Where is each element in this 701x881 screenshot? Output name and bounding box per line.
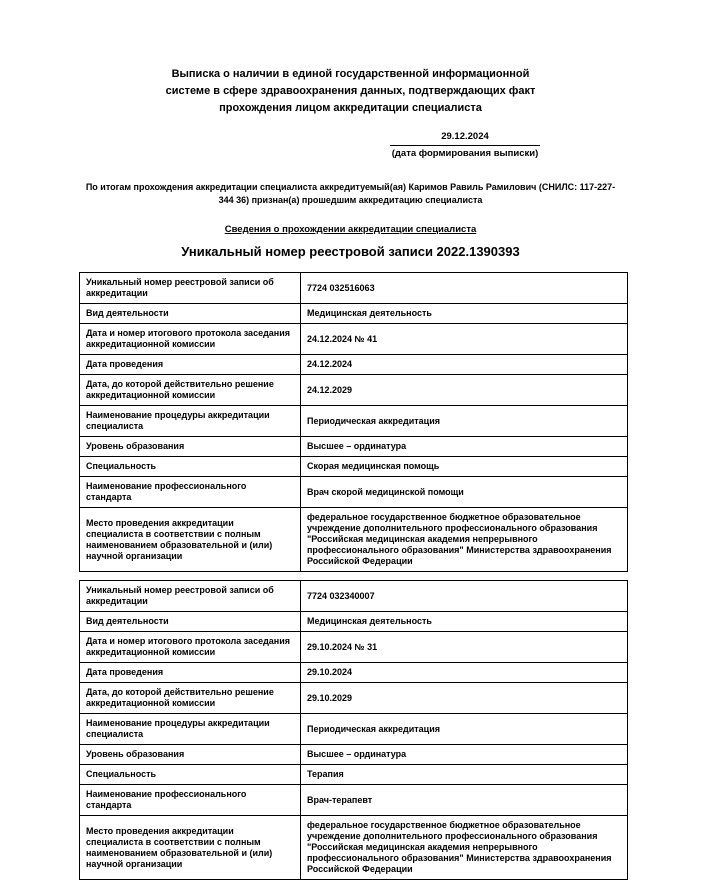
row-value: 7724 032516063 bbox=[301, 273, 628, 304]
table-row bbox=[80, 663, 628, 683]
row-label: Вид деятельности bbox=[80, 304, 301, 324]
row-label: Вид деятельности bbox=[80, 612, 301, 632]
intro-paragraph bbox=[0, 181, 701, 207]
row-value: 29.10.2029 bbox=[301, 683, 628, 714]
row-label: Дата проведения bbox=[80, 355, 301, 375]
row-value: федеральное государственное бюджетное образовательное учреждение дополнительного профессионального образования "Российская медицинская академия непрерывного профессионального образования" Министерства здравоохранения Российской Федерации bbox=[301, 816, 628, 880]
row-label: Наименование профессионального стандарта bbox=[80, 785, 301, 816]
row-label: Наименование профессионального стандарта bbox=[80, 477, 301, 508]
row-value: Периодическая аккредитация bbox=[301, 406, 628, 437]
table-row bbox=[80, 508, 628, 572]
extract-date-block bbox=[390, 131, 540, 160]
table-row bbox=[80, 457, 628, 477]
document-title-line: системе в сфере здравоохранения данных, подтверждающих факт bbox=[165, 85, 536, 97]
row-value: 24.12.2024 bbox=[301, 355, 628, 375]
row-value: Высшее – ординатура bbox=[301, 745, 628, 765]
row-label: Уникальный номер реестровой записи об аккредитации bbox=[80, 273, 301, 304]
row-label: Дата и номер итогового протокола заседания аккредитационной комиссии bbox=[80, 632, 301, 663]
row-label: Дата, до которой действительно решение аккредитационной комиссии bbox=[80, 375, 301, 406]
row-label: Уровень образования bbox=[80, 437, 301, 457]
row-value: Медицинская деятельность bbox=[301, 304, 628, 324]
table-row bbox=[80, 612, 628, 632]
row-label: Дата, до которой действительно решение аккредитационной комиссии bbox=[80, 683, 301, 714]
row-value: Врач скорой медицинской помощи bbox=[301, 477, 628, 508]
row-value: 29.10.2024 bbox=[301, 663, 628, 683]
table-row bbox=[80, 683, 628, 714]
row-value: Терапия bbox=[301, 765, 628, 785]
intro-line: По итогам прохождения аккредитации специалиста аккредитуемый(ая) Каримов Равиль Рамилович (СНИЛС: 117-227- bbox=[85, 182, 616, 192]
row-label: Уровень образования bbox=[80, 745, 301, 765]
row-label: Специальность bbox=[80, 457, 301, 477]
row-label: Специальность bbox=[80, 765, 301, 785]
table-row bbox=[80, 324, 628, 355]
accreditation-record-table-2 bbox=[79, 580, 628, 880]
row-value: 24.12.2024 № 41 bbox=[301, 324, 628, 355]
row-value: 29.10.2024 № 31 bbox=[301, 632, 628, 663]
table-row bbox=[80, 273, 628, 304]
row-label: Место проведения аккредитации специалиста в соответствии с полным наименованием образовательной и (или) научной организации bbox=[80, 508, 301, 572]
extract-date: 29.12.2024 bbox=[390, 131, 540, 146]
table-row bbox=[80, 816, 628, 880]
table-row bbox=[80, 477, 628, 508]
row-value: 24.12.2029 bbox=[301, 375, 628, 406]
table-row bbox=[80, 406, 628, 437]
table-row bbox=[80, 785, 628, 816]
row-label: Дата и номер итогового протокола заседания аккредитационной комиссии bbox=[80, 324, 301, 355]
extract-date-caption: (дата формирования выписки) bbox=[391, 148, 539, 159]
row-label: Уникальный номер реестровой записи об аккредитации bbox=[80, 581, 301, 612]
accreditation-record-table-2-body bbox=[80, 581, 628, 880]
document-title-line: прохождения лицом аккредитации специалиста bbox=[219, 102, 482, 114]
table-row bbox=[80, 745, 628, 765]
row-label: Дата проведения bbox=[80, 663, 301, 683]
table-row bbox=[80, 375, 628, 406]
row-value: Скорая медицинская помощь bbox=[301, 457, 628, 477]
row-value: федеральное государственное бюджетное образовательное учреждение дополнительного профессионального образования "Российская медицинская академия непрерывного профессионального образования" Министерства здравоохранения Российской Федерации bbox=[301, 508, 628, 572]
row-value: 7724 032340007 bbox=[301, 581, 628, 612]
registry-number-heading: Уникальный номер реестровой записи 2022.1390393 bbox=[181, 244, 520, 259]
table-row bbox=[80, 437, 628, 457]
table-row bbox=[80, 765, 628, 785]
section-subheading: Сведения о прохождении аккредитации специалиста bbox=[224, 224, 477, 235]
row-value: Врач-терапевт bbox=[301, 785, 628, 816]
table-row bbox=[80, 632, 628, 663]
row-value: Периодическая аккредитация bbox=[301, 714, 628, 745]
document-title bbox=[0, 66, 701, 117]
table-row bbox=[80, 304, 628, 324]
row-value: Высшее – ординатура bbox=[301, 437, 628, 457]
table-row bbox=[80, 714, 628, 745]
table-row bbox=[80, 355, 628, 375]
row-label: Наименование процедуры аккредитации специалиста bbox=[80, 406, 301, 437]
accreditation-record-table-1 bbox=[79, 272, 628, 572]
row-label: Наименование процедуры аккредитации специалиста bbox=[80, 714, 301, 745]
intro-line: 344 36) признан(а) прошедшим аккредитацию специалиста bbox=[218, 195, 483, 205]
accreditation-record-table-1-body bbox=[80, 273, 628, 572]
row-value: Медицинская деятельность bbox=[301, 612, 628, 632]
row-label: Место проведения аккредитации специалиста в соответствии с полным наименованием образовательной и (или) научной организации bbox=[80, 816, 301, 880]
document-title-line: Выписка о наличии в единой государственной информационной bbox=[171, 68, 530, 80]
table-row bbox=[80, 581, 628, 612]
